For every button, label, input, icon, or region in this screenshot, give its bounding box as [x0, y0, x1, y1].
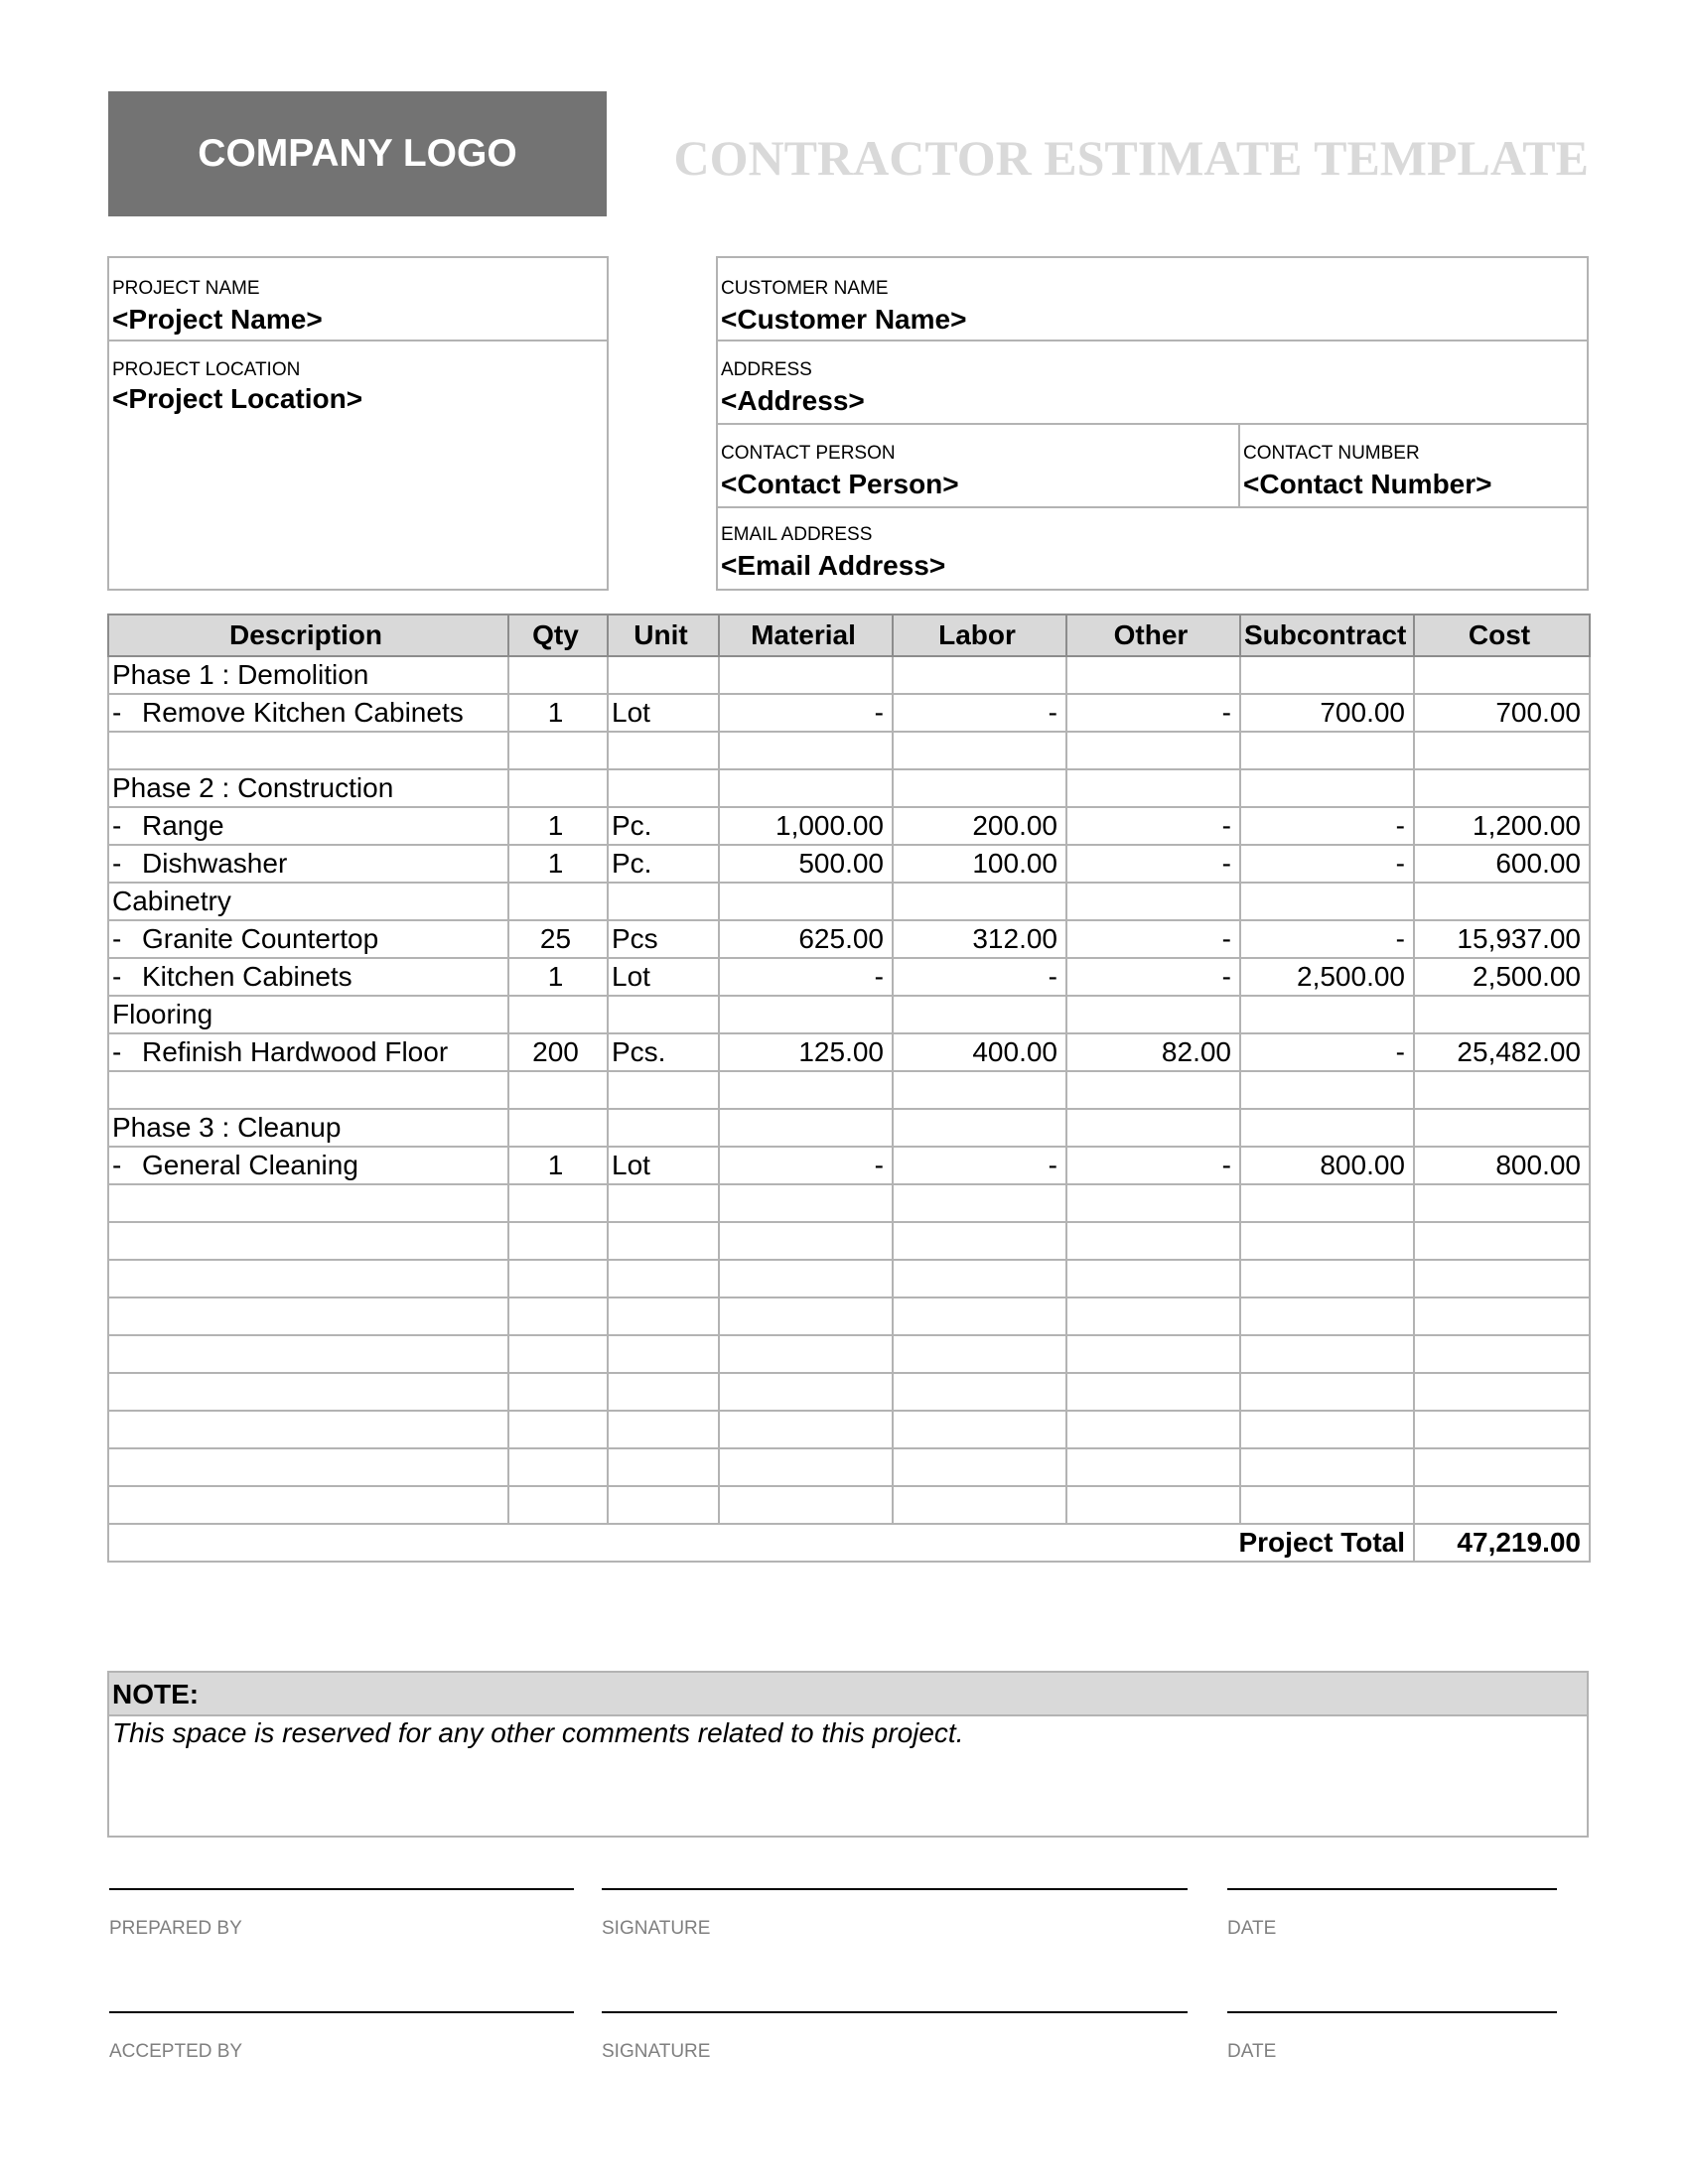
other-cell[interactable]: - [1066, 958, 1240, 996]
description-cell[interactable] [108, 1184, 508, 1222]
labor-cell[interactable]: - [893, 1147, 1066, 1184]
qty-cell[interactable] [508, 1335, 608, 1373]
table-row [108, 1147, 1590, 1184]
description-cell[interactable] [108, 1448, 508, 1486]
contact-number-value[interactable]: <Contact Number> [1243, 469, 1492, 499]
date-line-1[interactable] [1227, 1888, 1557, 1890]
table-row [108, 807, 1590, 845]
column-header-material: Material [719, 614, 893, 656]
cost-cell[interactable]: 800.00 [1414, 1147, 1590, 1184]
item-bullet: - [112, 923, 122, 954]
labor-cell[interactable] [893, 1222, 1066, 1260]
email-value[interactable]: <Email Address> [721, 550, 946, 581]
other-cell[interactable] [1066, 1297, 1240, 1335]
qty-cell[interactable]: 1 [508, 1147, 608, 1184]
qty-cell[interactable]: 1 [508, 958, 608, 996]
project-location-label: PROJECT LOCATION [112, 359, 301, 380]
unit-cell[interactable]: Lot [608, 1147, 719, 1184]
column-header-subcontract: Subcontract [1240, 614, 1414, 656]
cost-cell[interactable] [1414, 1109, 1590, 1147]
unit-cell[interactable]: Lot [608, 694, 719, 732]
qty-cell[interactable] [508, 1297, 608, 1335]
empty-row [108, 732, 1590, 769]
qty-cell[interactable] [508, 1411, 608, 1448]
labor-cell[interactable] [893, 1335, 1066, 1373]
material-cell[interactable] [719, 1411, 893, 1448]
other-cell[interactable] [1066, 1222, 1240, 1260]
project-location-value[interactable]: <Project Location> [112, 383, 363, 414]
section-row [108, 996, 1590, 1033]
labor-cell[interactable] [893, 1297, 1066, 1335]
cost-cell[interactable] [1414, 1373, 1590, 1411]
item-bullet: - [112, 1036, 122, 1067]
project-total-value: 47,219.00 [1414, 1524, 1590, 1562]
unit-cell[interactable]: Pcs [608, 920, 719, 958]
labor-cell[interactable]: 100.00 [893, 845, 1066, 883]
material-cell[interactable] [719, 1184, 893, 1222]
subcontract-cell[interactable]: - [1240, 920, 1414, 958]
item-description: General Cleaning [142, 1150, 358, 1180]
cost-cell[interactable] [1414, 1411, 1590, 1448]
labor-cell[interactable]: 312.00 [893, 920, 1066, 958]
empty-row [108, 1411, 1590, 1448]
cost-cell[interactable] [1414, 656, 1590, 694]
unit-cell[interactable] [608, 883, 719, 920]
table-row [108, 958, 1590, 996]
other-cell[interactable] [1066, 996, 1240, 1033]
description-cell[interactable]: Cabinetry [108, 883, 508, 920]
item-bullet: - [112, 697, 122, 728]
item-description: Range [142, 810, 224, 841]
subcontract-cell[interactable] [1240, 1335, 1414, 1373]
description-cell[interactable] [108, 1071, 508, 1109]
empty-row [108, 1071, 1590, 1109]
empty-row [108, 1297, 1590, 1335]
unit-cell[interactable] [608, 656, 719, 694]
cost-cell[interactable] [1414, 769, 1590, 807]
description-cell[interactable] [108, 920, 508, 958]
material-cell[interactable] [719, 1448, 893, 1486]
item-bullet: - [112, 810, 122, 841]
project-name-value[interactable]: <Project Name> [112, 304, 323, 335]
labor-cell[interactable] [893, 1071, 1066, 1109]
other-cell[interactable] [1066, 1184, 1240, 1222]
item-bullet: - [112, 1150, 122, 1180]
subcontract-cell[interactable] [1240, 1222, 1414, 1260]
column-header-qty: Qty [508, 614, 608, 656]
unit-cell[interactable] [608, 1222, 719, 1260]
contact-person-label: CONTACT PERSON [721, 443, 896, 464]
material-cell[interactable] [719, 732, 893, 769]
subcontract-cell[interactable] [1240, 1260, 1414, 1297]
cost-cell[interactable] [1414, 1184, 1590, 1222]
unit-cell[interactable]: Pc. [608, 845, 719, 883]
material-cell[interactable] [719, 1373, 893, 1411]
labor-cell[interactable]: 400.00 [893, 1033, 1066, 1071]
qty-cell[interactable]: 200 [508, 1033, 608, 1071]
unit-cell[interactable] [608, 1486, 719, 1524]
project-total-row [108, 1524, 1590, 1562]
column-header-other: Other [1066, 614, 1240, 656]
labor-cell[interactable] [893, 1486, 1066, 1524]
labor-cell[interactable] [893, 996, 1066, 1033]
material-cell[interactable]: 625.00 [719, 920, 893, 958]
labor-cell[interactable] [893, 1373, 1066, 1411]
signature-label-2: SIGNATURE [602, 2041, 711, 2062]
labor-cell[interactable] [893, 656, 1066, 694]
qty-cell[interactable]: 1 [508, 845, 608, 883]
qty-cell[interactable] [508, 769, 608, 807]
other-cell[interactable] [1066, 769, 1240, 807]
material-cell[interactable]: - [719, 958, 893, 996]
project-info-box [107, 256, 609, 591]
prepared-by-line[interactable] [109, 1888, 574, 1890]
customer-name-label: CUSTOMER NAME [721, 278, 889, 299]
qty-cell[interactable] [508, 883, 608, 920]
description-cell[interactable] [108, 1260, 508, 1297]
unit-cell[interactable] [608, 1297, 719, 1335]
empty-row [108, 1448, 1590, 1486]
description-cell[interactable] [108, 1335, 508, 1373]
qty-cell[interactable] [508, 656, 608, 694]
item-description: Dishwasher [142, 848, 288, 879]
accepted-by-line[interactable] [109, 2011, 574, 2013]
subcontract-cell[interactable] [1240, 656, 1414, 694]
signature-line-2[interactable] [602, 2011, 1188, 2013]
date-label-2: DATE [1227, 2041, 1277, 2062]
unit-cell[interactable]: Pcs. [608, 1033, 719, 1071]
divider [718, 423, 1587, 425]
unit-cell[interactable] [608, 996, 719, 1033]
cost-cell[interactable] [1414, 1071, 1590, 1109]
address-label: ADDRESS [721, 359, 812, 380]
material-cell[interactable] [719, 1222, 893, 1260]
customer-info-box [716, 256, 1589, 591]
unit-cell[interactable] [608, 1071, 719, 1109]
address-value[interactable]: <Address> [721, 385, 865, 416]
other-cell[interactable] [1066, 1448, 1240, 1486]
other-cell[interactable] [1066, 1335, 1240, 1373]
signature-line-1[interactable] [602, 1888, 1188, 1890]
material-cell[interactable]: 500.00 [719, 845, 893, 883]
description-cell[interactable]: Phase 1 : Demolition [108, 656, 508, 694]
item-description: Granite Countertop [142, 923, 379, 954]
qty-cell[interactable] [508, 1071, 608, 1109]
material-cell[interactable] [719, 656, 893, 694]
note-text[interactable]: This space is reserved for any other comments related to this project. [112, 1717, 964, 1748]
other-cell[interactable] [1066, 656, 1240, 694]
contact-number-label: CONTACT NUMBER [1243, 443, 1420, 464]
subcontract-cell[interactable]: 2,500.00 [1240, 958, 1414, 996]
item-bullet: - [112, 848, 122, 879]
description-cell[interactable] [108, 958, 508, 996]
qty-cell[interactable] [508, 1260, 608, 1297]
other-cell[interactable] [1066, 1109, 1240, 1147]
signature-label-1: SIGNATURE [602, 1918, 711, 1939]
subcontract-cell[interactable] [1240, 732, 1414, 769]
qty-cell[interactable] [508, 996, 608, 1033]
qty-cell[interactable] [508, 1222, 608, 1260]
subcontract-cell[interactable] [1240, 1109, 1414, 1147]
cost-cell[interactable]: 600.00 [1414, 845, 1590, 883]
subcontract-cell[interactable] [1240, 1071, 1414, 1109]
qty-cell[interactable] [508, 1184, 608, 1222]
material-cell[interactable] [719, 1297, 893, 1335]
material-cell[interactable]: 1,000.00 [719, 807, 893, 845]
qty-cell[interactable] [508, 732, 608, 769]
material-cell[interactable] [719, 1260, 893, 1297]
subcontract-cell[interactable]: - [1240, 1033, 1414, 1071]
description-cell[interactable]: Flooring [108, 996, 508, 1033]
labor-cell[interactable] [893, 1411, 1066, 1448]
material-cell[interactable] [719, 1335, 893, 1373]
subcontract-cell[interactable] [1240, 1486, 1414, 1524]
material-cell[interactable] [719, 1109, 893, 1147]
project-name-label: PROJECT NAME [112, 278, 260, 299]
cost-cell[interactable] [1414, 996, 1590, 1033]
empty-row [108, 1335, 1590, 1373]
cost-cell[interactable]: 15,937.00 [1414, 920, 1590, 958]
subcontract-cell[interactable]: - [1240, 845, 1414, 883]
unit-cell[interactable]: Lot [608, 958, 719, 996]
subcontract-cell[interactable] [1240, 1184, 1414, 1222]
subcontract-cell[interactable] [1240, 1448, 1414, 1486]
table-row [108, 845, 1590, 883]
labor-cell[interactable]: - [893, 694, 1066, 732]
estimate-table [107, 614, 1591, 1563]
other-cell[interactable]: - [1066, 694, 1240, 732]
table-row [108, 1033, 1590, 1071]
labor-cell[interactable]: 200.00 [893, 807, 1066, 845]
qty-cell[interactable]: 1 [508, 807, 608, 845]
description-cell[interactable] [108, 1222, 508, 1260]
other-cell[interactable] [1066, 1373, 1240, 1411]
accepted-by-label: ACCEPTED BY [109, 2041, 243, 2062]
qty-cell[interactable] [508, 1448, 608, 1486]
other-cell[interactable] [1066, 1486, 1240, 1524]
section-row [108, 769, 1590, 807]
description-cell[interactable] [108, 694, 508, 732]
empty-row [108, 1260, 1590, 1297]
item-description: Refinish Hardwood Floor [142, 1036, 449, 1067]
item-description: Kitchen Cabinets [142, 961, 352, 992]
cost-cell[interactable] [1414, 732, 1590, 769]
other-cell[interactable] [1066, 1260, 1240, 1297]
date-label-1: DATE [1227, 1918, 1277, 1939]
cost-cell[interactable] [1414, 1448, 1590, 1486]
unit-cell[interactable] [608, 1411, 719, 1448]
description-cell[interactable] [108, 1147, 508, 1184]
unit-cell[interactable] [608, 1184, 719, 1222]
date-line-2[interactable] [1227, 2011, 1557, 2013]
item-bullet: - [112, 961, 122, 992]
labor-cell[interactable] [893, 732, 1066, 769]
other-cell[interactable]: - [1066, 845, 1240, 883]
company-logo: COMPANY LOGO [108, 91, 607, 216]
material-cell[interactable] [719, 1071, 893, 1109]
unit-cell[interactable] [608, 1373, 719, 1411]
page-title: CONTRACTOR ESTIMATE TEMPLATE [673, 130, 1589, 186]
section-row [108, 656, 1590, 694]
subcontract-cell[interactable] [1240, 1297, 1414, 1335]
description-cell[interactable]: Phase 3 : Cleanup [108, 1109, 508, 1147]
other-cell[interactable]: - [1066, 1147, 1240, 1184]
column-header-description: Description [108, 614, 508, 656]
divider [718, 506, 1587, 508]
description-cell[interactable] [108, 845, 508, 883]
qty-cell[interactable]: 1 [508, 694, 608, 732]
labor-cell[interactable] [893, 1448, 1066, 1486]
cost-cell[interactable] [1414, 1222, 1590, 1260]
project-total-label: Project Total [108, 1524, 1414, 1562]
qty-cell[interactable] [508, 1109, 608, 1147]
labor-cell[interactable] [893, 1184, 1066, 1222]
description-cell[interactable] [108, 1033, 508, 1071]
other-cell[interactable] [1066, 1071, 1240, 1109]
cost-cell[interactable]: 700.00 [1414, 694, 1590, 732]
other-cell[interactable]: - [1066, 920, 1240, 958]
table-header-row [108, 614, 1590, 656]
divider [1238, 423, 1240, 506]
table-body [108, 656, 1590, 1524]
description-cell[interactable] [108, 1486, 508, 1524]
labor-cell[interactable] [893, 883, 1066, 920]
description-cell[interactable] [108, 1411, 508, 1448]
empty-row [108, 1486, 1590, 1524]
column-header-labor: Labor [893, 614, 1066, 656]
labor-cell[interactable] [893, 1109, 1066, 1147]
table-row [108, 694, 1590, 732]
labor-cell[interactable] [893, 1260, 1066, 1297]
other-cell[interactable]: 82.00 [1066, 1033, 1240, 1071]
description-cell[interactable] [108, 807, 508, 845]
unit-cell[interactable] [608, 1109, 719, 1147]
subcontract-cell[interactable] [1240, 769, 1414, 807]
qty-cell[interactable] [508, 1373, 608, 1411]
section-row [108, 883, 1590, 920]
cost-cell[interactable] [1414, 1260, 1590, 1297]
cost-cell[interactable]: 1,200.00 [1414, 807, 1590, 845]
other-cell[interactable] [1066, 1411, 1240, 1448]
unit-cell[interactable] [608, 1335, 719, 1373]
description-cell[interactable] [108, 1297, 508, 1335]
other-cell[interactable] [1066, 732, 1240, 769]
labor-cell[interactable]: - [893, 958, 1066, 996]
email-label: EMAIL ADDRESS [721, 524, 873, 545]
subcontract-cell[interactable]: 800.00 [1240, 1147, 1414, 1184]
subcontract-cell[interactable] [1240, 883, 1414, 920]
empty-row [108, 1373, 1590, 1411]
subcontract-cell[interactable] [1240, 1373, 1414, 1411]
cost-cell[interactable]: 2,500.00 [1414, 958, 1590, 996]
subcontract-cell[interactable] [1240, 1411, 1414, 1448]
cost-cell[interactable] [1414, 883, 1590, 920]
subcontract-cell[interactable]: - [1240, 807, 1414, 845]
material-cell[interactable]: - [719, 694, 893, 732]
description-cell[interactable] [108, 1373, 508, 1411]
item-description: Remove Kitchen Cabinets [142, 697, 464, 728]
section-row [108, 1109, 1590, 1147]
unit-cell[interactable] [608, 1448, 719, 1486]
other-cell[interactable]: - [1066, 807, 1240, 845]
material-cell[interactable] [719, 996, 893, 1033]
qty-cell[interactable] [508, 1486, 608, 1524]
empty-row [108, 1184, 1590, 1222]
cost-cell[interactable] [1414, 1486, 1590, 1524]
subcontract-cell[interactable]: 700.00 [1240, 694, 1414, 732]
cost-cell[interactable]: 25,482.00 [1414, 1033, 1590, 1071]
qty-cell[interactable]: 25 [508, 920, 608, 958]
material-cell[interactable] [719, 769, 893, 807]
material-cell[interactable] [719, 883, 893, 920]
description-cell[interactable]: Phase 2 : Construction [108, 769, 508, 807]
cost-cell[interactable] [1414, 1297, 1590, 1335]
material-cell[interactable]: 125.00 [719, 1033, 893, 1071]
column-header-cost: Cost [1414, 614, 1590, 656]
empty-row [108, 1222, 1590, 1260]
table-row [108, 920, 1590, 958]
unit-cell[interactable] [608, 769, 719, 807]
labor-cell[interactable] [893, 769, 1066, 807]
subcontract-cell[interactable] [1240, 996, 1414, 1033]
customer-name-value[interactable]: <Customer Name> [721, 304, 967, 335]
material-cell[interactable]: - [719, 1147, 893, 1184]
unit-cell[interactable] [608, 732, 719, 769]
column-header-unit: Unit [608, 614, 719, 656]
other-cell[interactable] [1066, 883, 1240, 920]
divider [109, 340, 607, 341]
contact-person-value[interactable]: <Contact Person> [721, 469, 959, 499]
unit-cell[interactable] [608, 1260, 719, 1297]
unit-cell[interactable]: Pc. [608, 807, 719, 845]
divider [718, 340, 1587, 341]
description-cell[interactable] [108, 732, 508, 769]
note-heading: NOTE: [109, 1673, 1587, 1716]
material-cell[interactable] [719, 1486, 893, 1524]
cost-cell[interactable] [1414, 1335, 1590, 1373]
note-box [107, 1671, 1589, 1838]
prepared-by-label: PREPARED BY [109, 1918, 242, 1939]
